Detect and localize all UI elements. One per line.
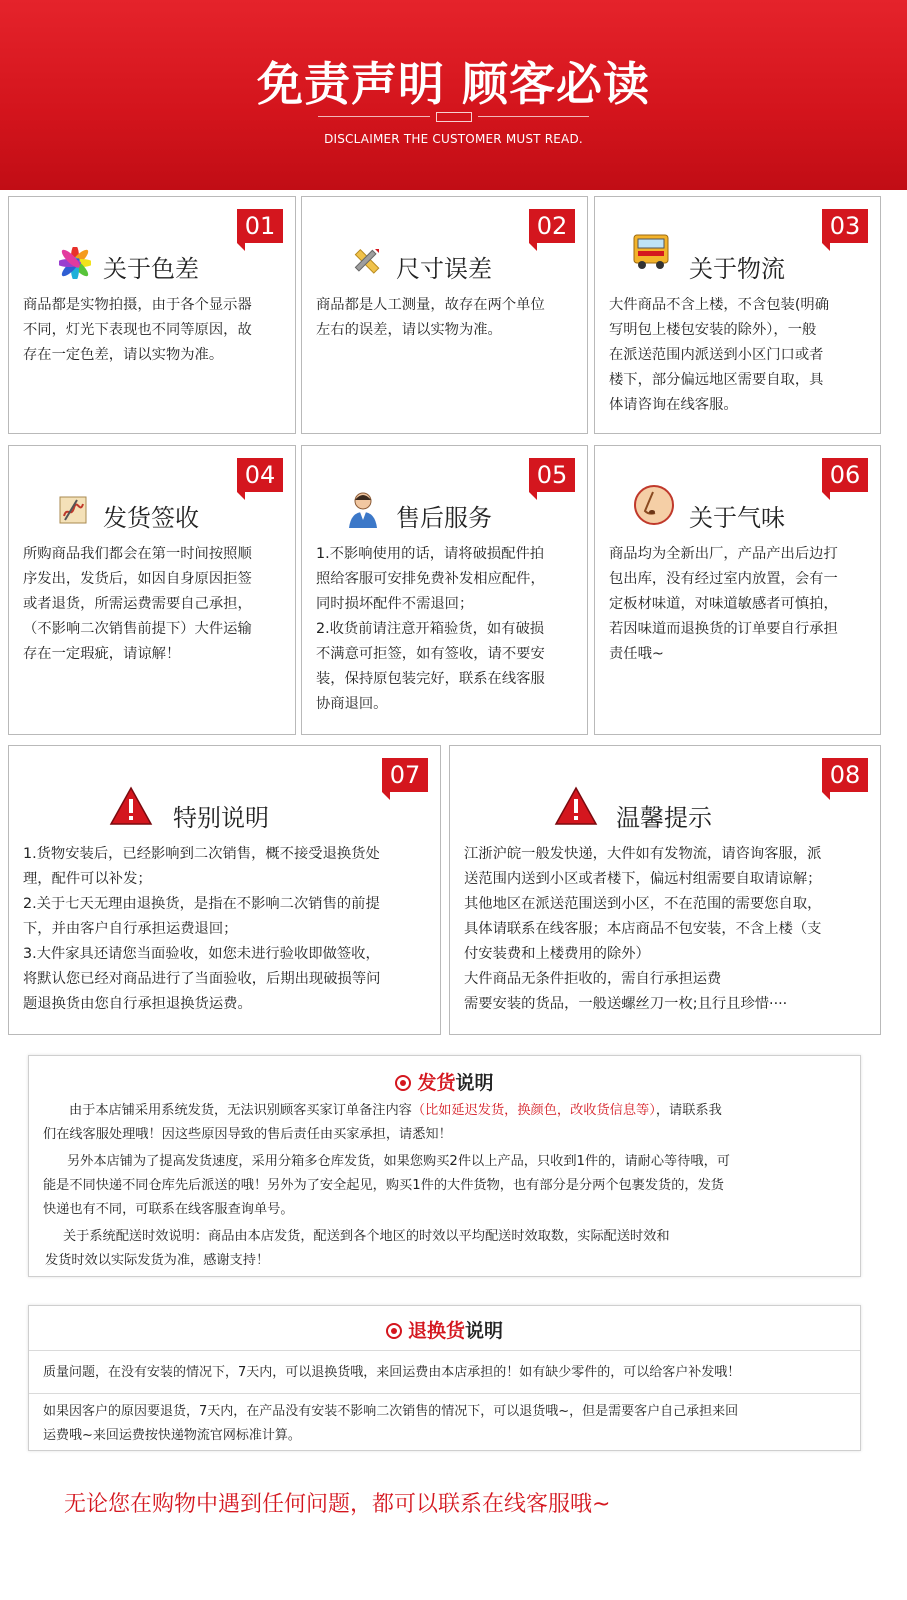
- shipping-paragraph-3: 关于系统配送时效说明：商品由本店发货，配送到各个地区的时效以平均配送时效取数，实际配送时效和: [63, 1229, 670, 1244]
- card-text: 商品均为全新出厂，产品产出后边打 包出库，没有经过室内放置，会有一 定板材味道，对味道敏感者可慎拍， 若因味道而退换货的订单要自行承担 责任哦~: [609, 546, 838, 662]
- card-number-badge: 04: [237, 458, 283, 492]
- returns-row-2: 如果因客户的原因要退货，7天内，在产品没有安装不影响二次销售的情况下，可以退货哦~，但是需要客户自己承担来回 运费哦~来回运费按快递物流官网标准计算。: [29, 1393, 860, 1448]
- card-text: 1.货物安装后，已经影响到二次销售，概不接受退换货处 理，配件可以补发； 2.关于七天无理由退换货，是指在不影响二次销售的前提 下，并由客户自行承担运费退回； 3.大件家具还请您当面验收，如您未进行验收即做签收， 将默认您已经对商品进行了当面验收，后期出现破损等问 题退换货由您自行承担退换货运费。: [23, 846, 381, 1012]
- card-warm-tips: [449, 745, 881, 1035]
- header-banner: [0, 0, 907, 190]
- shipping-paragraph-1: 由于本店铺采用系统发货，无法识别顾客买家订单备注内容（比如延迟发货，换颜色，改收货信息等），请联系我: [69, 1103, 722, 1118]
- card-number-badge: 02: [529, 209, 575, 243]
- card-title: 关于色差: [103, 255, 199, 283]
- shipping-paragraph-3b: 发货时效以实际发货为准，感谢支持！: [45, 1253, 270, 1268]
- footer-contact-message: 无论您在购物中遇到任何问题，都可以联系在线客服哦~: [64, 1492, 611, 1517]
- warning-icon: [109, 786, 153, 826]
- card-text: 商品都是人工测量，故存在两个单位 左右的误差，请以实物为准。: [316, 297, 545, 338]
- target-bullet-icon: [395, 1075, 411, 1091]
- signature-icon: [57, 494, 91, 528]
- shipping-notice: [28, 1055, 861, 1277]
- card-odor: [594, 445, 881, 735]
- shipping-notice-title: 发货说明: [29, 1068, 860, 1095]
- card-logistics: [594, 196, 881, 434]
- color-wheel-icon: [59, 247, 93, 281]
- shipping-paragraph-2c: 快递也有不同，可联系在线客服查询单号。: [43, 1202, 294, 1217]
- returns-notice-title: 退换货说明: [29, 1316, 860, 1350]
- card-title: 售后服务: [396, 504, 492, 532]
- card-text: 江浙沪皖一般发快递，大件如有发物流，请咨询客服，派 送范围内送到小区或者楼下，偏远村组需要自取请谅解； 其他地区在派送范围送到小区，不在范围的需要您自取， 具体请联系在线客服；本店商品不包安装，不含上楼（支 付安装费和上楼费用的除外） 大件商品无条件拒收的，需自行承担运费 需要安装的货品，一般送螺丝刀一枚;且行且珍惜····: [464, 846, 822, 1012]
- card-title: 尺寸误差: [396, 255, 492, 283]
- service-person-icon: [346, 490, 380, 530]
- card-title: 特别说明: [173, 804, 269, 832]
- card-delivery-signing: [8, 445, 296, 735]
- page-subtitle: DISCLAIMER THE CUSTOMER MUST READ.: [324, 132, 583, 146]
- warning-icon: [554, 786, 598, 826]
- target-bullet-icon: [386, 1323, 402, 1339]
- card-title: 温馨提示: [616, 804, 712, 832]
- card-text: 大件商品不含上楼，不含包装(明确 写明包上楼包安装的除外），一般 在派送范围内派送到小区门口或者 楼下，部分偏远地区需要自取，具 体请咨询在线客服。: [609, 297, 830, 413]
- card-special-notes: [8, 745, 441, 1035]
- card-text: 商品都是实物拍摄，由于各个显示器 不同，灯光下表现也不同等原因，故 存在一定色差，请以实物为准。: [23, 297, 252, 363]
- card-number-badge: 01: [237, 209, 283, 243]
- card-title: 关于物流: [689, 255, 785, 283]
- card-number-badge: 07: [382, 758, 428, 792]
- card-size-error: [301, 196, 588, 434]
- header-divider: [318, 112, 589, 122]
- shipping-paragraph-1b: 们在线客服处理哦！因这些原因导致的售后责任由买家承担，请悉知！: [43, 1127, 452, 1142]
- truck-icon: [631, 231, 671, 273]
- shipping-paragraph-2b: 能是不同快递不同仓库先后派送的哦！另外为了安全起见，购买1件的大件货物，也有部分是分两个包裹发货的，发货: [43, 1178, 724, 1193]
- page-title: 免责声明 顾客必读: [256, 57, 650, 111]
- ruler-pencil-icon: [350, 245, 384, 279]
- returns-notice: [28, 1305, 861, 1451]
- card-after-sales: [301, 445, 588, 735]
- card-number-badge: 06: [822, 458, 868, 492]
- returns-row-1: 质量问题，在没有安装的情况下，7天内，可以退换货哦，来回运费由本店承担的！如有缺少零件的，可以给客户补发哦！: [29, 1350, 860, 1393]
- card-number-badge: 05: [529, 458, 575, 492]
- card-text: 1.不影响使用的话，请将破损配件拍 照给客服可安排免费补发相应配件， 同时损坏配件不需退回； 2.收货前请注意开箱验货，如有破损 不满意可拒签，如有签收，请不要安 装，保持原包装完好，联系在线客服 协商退回。: [316, 546, 545, 712]
- shipping-paragraph-2: 另外本店铺为了提高发货速度，采用分箱多仓库发货，如果您购买2件以上产品，只收到1件的，请耐心等待哦，可: [67, 1154, 730, 1169]
- card-number-badge: 08: [822, 758, 868, 792]
- card-title: 关于气味: [689, 504, 785, 532]
- nose-icon: [633, 484, 675, 526]
- card-text: 所购商品我们都会在第一时间按照顺 序发出，发货后，如因自身原因拒签 或者退货，所需运费需要自己承担， （不影响二次销售前提下）大件运输 存在一定瑕疵，请谅解！: [23, 546, 252, 662]
- card-color-difference: [8, 196, 296, 434]
- card-number-badge: 03: [822, 209, 868, 243]
- card-title: 发货签收: [103, 504, 199, 532]
